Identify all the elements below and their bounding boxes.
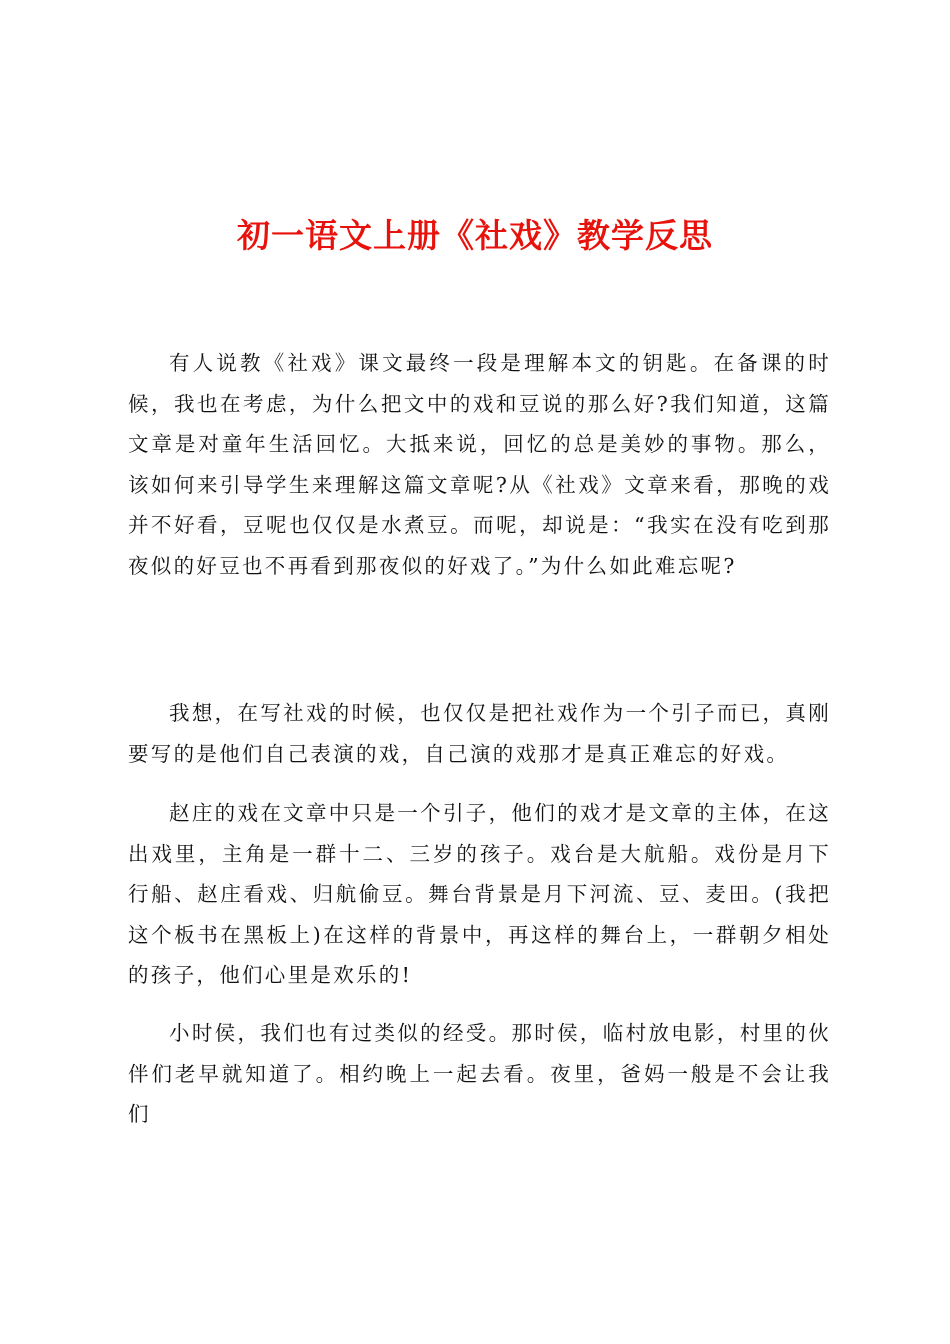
paragraph-1: 有人说教《社戏》课文最终一段是理解本文的钥匙。在备课的时候，我也在考虑，为什么把文中的戏和豆说的那么好?我们知道，这篇文章是对童年生活回忆。大抵来说，回忆的总是美妙的事物。那么，该如何来引导学生来理解这篇文章呢?从《社戏》文章来看，那晚的戏并不好看，豆呢也仅仅是水煮豆。而呢，却说是：“我实在没有吃到那夜似的好豆也不再看到那夜似的好戏了。”为什么如此难忘呢? — [128, 351, 831, 578]
document-title: 初一语文上册《社戏》教学反思 — [237, 216, 713, 255]
paragraph-3: 赵庄的戏在文章中只是一个引子，他们的戏才是文章的主体，在这出戏里，主角是一群十二、三岁的孩子。戏台是大航船。戏份是月下行船、赵庄看戏、归航偷豆。舞台背景是月下河流、豆、麦田。(我把这个板书在黑板上)在这样的背景中，再这样的舞台上，一群朝夕相处的孩子，他们心里是欢乐的! — [128, 801, 831, 988]
paragraph-4: 小时侯，我们也有过类似的经受。那时侯，临村放电影，村里的伙伴们老早就知道了。相约晚上一起去看。夜里，爸妈一般是不会让我们 — [128, 1021, 831, 1127]
paragraph-2: 我想，在写社戏的时候，也仅仅是把社戏作为一个引子而已，真刚要写的是他们自己表演的戏，自己演的戏那才是真正难忘的好戏。 — [128, 701, 831, 766]
